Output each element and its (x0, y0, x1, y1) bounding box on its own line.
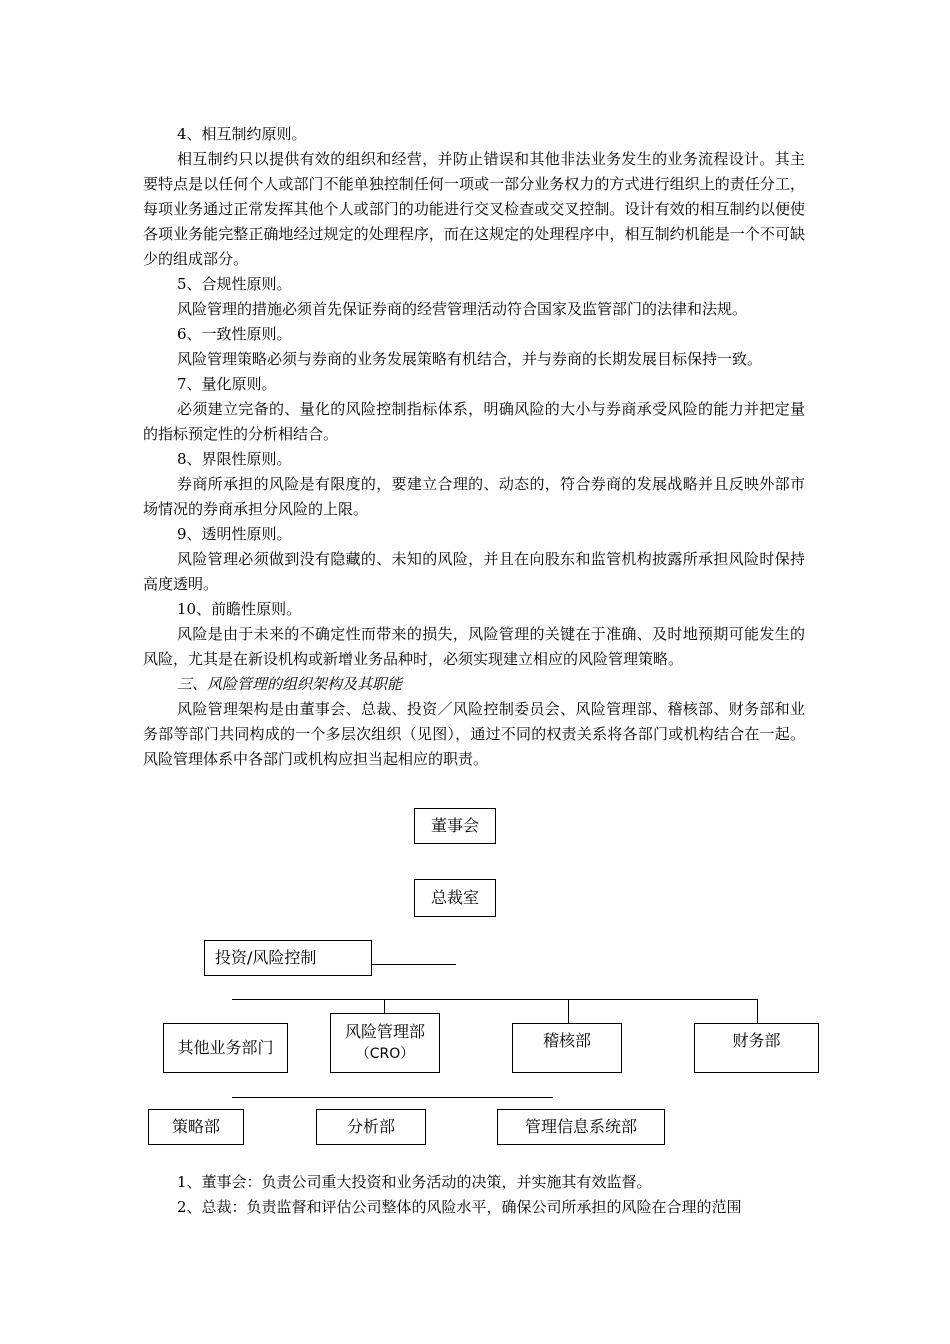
org-box-risk-management-label: 风险管理部 (344, 1022, 425, 1041)
org-box-risk-management (330, 1013, 440, 1073)
org-box-board-label: 董事会 (430, 816, 479, 835)
responsibilities-list (143, 1170, 805, 1220)
principle-7-text: 必须建立完备的、量化的风险控制指标体系，明确风险的大小与券商承受风险的能力并把定量的指标预定性的分析相结合。 (143, 400, 805, 443)
connector-drop-audit (568, 999, 569, 1023)
principle-8-heading: 8、界限性原则。 (177, 450, 292, 468)
connector-dept-bus (232, 999, 757, 1000)
responsibility-president: 2、总裁：负责监督和评估公司整体的风险水平，确保公司所承担的风险在合理的范围 (177, 1198, 742, 1216)
org-box-president-office (414, 879, 496, 917)
principle-7-heading: 7、量化原则。 (177, 375, 277, 393)
principle-9-text: 风险管理必须做到没有隐藏的、未知的风险，并且在向股东和监管机构披露所承担风险时保持高度透明。 (143, 550, 805, 593)
principle-10-text: 风险是由于未来的不确定性而带来的损失，风险管理的关键在于准确、及时地预期可能发生的风险，尤其是在新设机构或新增业务品种时，必须实现建立相应的风险管理策略。 (143, 625, 805, 668)
principle-5-text: 风险管理的措施必须首先保证券商的经营管理活动符合国家及监管部门的法律和法规。 (177, 300, 748, 318)
connector-drop-finance (757, 999, 758, 1023)
org-box-analysis-label: 分析部 (346, 1117, 395, 1136)
principle-9-heading: 9、透明性原则。 (177, 525, 292, 543)
principle-6-text: 风险管理策略必须与券商的业务发展策略有机结合，并与券商的长期发展目标保持一致。 (177, 350, 763, 368)
org-box-risk-management-cro: （CRO） (355, 1046, 415, 1062)
principle-8-text: 券商所承担的风险是有限度的，要建立合理的、动态的，符合券商的发展战略并且反映外部市场情况的券商承担分风险的上限。 (143, 475, 805, 518)
connector-drop-risk (384, 999, 385, 1013)
section-heading: 三、风险管理的组织架构及其职能 (177, 675, 403, 693)
org-structure-text: 风险管理架构是由董事会、总裁、投资／风险控制委员会、风险管理部、稽核部、财务部和业务部等部门共同构成的一个多层次组织（见图），通过不同的权责关系将各部门或机构结合在一起。风险管理体系中各部门或机构应担当起相应的职责。 (143, 700, 805, 768)
org-box-strategy-label: 策略部 (171, 1117, 220, 1136)
org-box-other-business-label: 其他业务部门 (177, 1038, 274, 1057)
document-body (143, 122, 805, 772)
org-box-audit-label: 稽核部 (542, 1031, 591, 1050)
connector-committee-right (372, 964, 456, 965)
principle-10-heading: 10、前瞻性原则。 (177, 600, 302, 618)
principle-6-heading: 6、一致性原则。 (177, 325, 292, 343)
org-box-other-business (163, 1023, 288, 1073)
org-box-strategy (148, 1109, 244, 1145)
org-box-analysis (316, 1109, 426, 1145)
org-box-investment-risk-control-label: 投资/风险控制 (215, 948, 317, 967)
principle-5-heading: 5、合规性原则。 (177, 275, 292, 293)
org-box-investment-risk-control (204, 940, 372, 976)
org-box-president-office-label: 总裁室 (430, 888, 479, 907)
principle-4-heading: 4、相互制约原则。 (177, 125, 307, 143)
org-box-board (414, 808, 496, 844)
org-box-finance (694, 1023, 819, 1073)
org-box-mis (497, 1109, 665, 1145)
connector-sub-bus (232, 1097, 553, 1098)
org-box-audit (512, 1023, 622, 1073)
principle-4-text: 相互制约只以提供有效的组织和经营，并防止错误和其他非法业务发生的业务流程设计。其主要特点是以任何个人或部门不能单独控制任何一项或一部分业务权力的方式进行组织上的责任分工，每项业务通过正常发挥其他个人或部门的功能进行交叉检查或交叉控制。设计有效的相互制约以便使各项业务能完整正确地经过规定的处理程序，而在这规定的处理程序中，相互制约机能是一个不可缺少的组成部分。 (143, 150, 805, 268)
responsibility-board: 1、董事会：负责公司重大投资和业务活动的决策，并实施其有效监督。 (177, 1173, 652, 1191)
org-box-mis-label: 管理信息系统部 (524, 1117, 637, 1136)
org-box-finance-label: 财务部 (732, 1031, 781, 1050)
